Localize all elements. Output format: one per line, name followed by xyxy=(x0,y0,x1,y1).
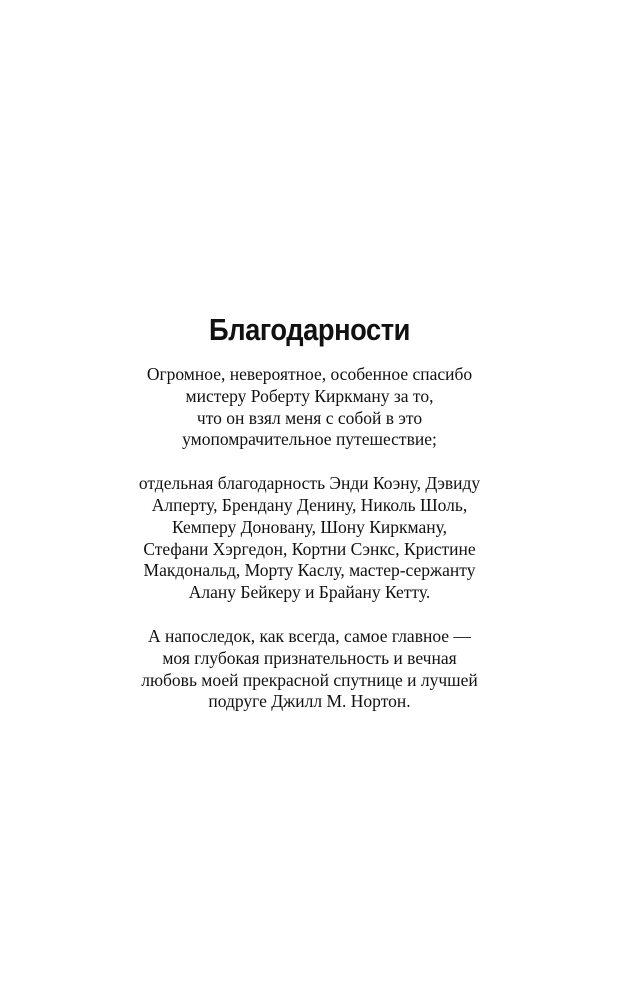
text-line: что он взял меня с собой в это xyxy=(196,407,423,428)
text-line: подруге Джилл М. Нортон. xyxy=(208,691,411,712)
text-line: А напоследок, как всегда, самое главное — xyxy=(148,625,471,646)
text-line: Макдональд, Морту Каслу, мастер-сержанту xyxy=(143,560,476,581)
text-line: Огромное, невероятное, особенное спасибо xyxy=(146,364,473,384)
paragraph-3 xyxy=(80,626,539,713)
text-line: любовь моей прекрасной спутнице и лучшей xyxy=(141,669,478,690)
text-line: Стефани Хэргедон, Кортни Сэнкс, Кристине xyxy=(143,538,476,559)
paragraph-2 xyxy=(80,473,539,604)
paragraph-1 xyxy=(80,364,539,451)
text-line: моя глубокая признательность и вечная xyxy=(162,647,457,668)
text-line: отдельная благодарность Энди Коэну, Дэвиду xyxy=(138,473,481,494)
text-line: Алперту, Брендану Денину, Николь Шоль, xyxy=(151,494,468,515)
text-line: умопомрачительное путешествие; xyxy=(182,429,437,450)
text-line: мистеру Роберту Киркману за то, xyxy=(185,385,434,406)
text-line: Алану Бейкеру и Брайану Кетту. xyxy=(188,582,431,603)
acknowledgements-text xyxy=(80,364,539,735)
text-line: Кемперу Доновану, Шону Киркману, xyxy=(172,516,447,537)
page-title: Благодарности xyxy=(209,312,410,347)
